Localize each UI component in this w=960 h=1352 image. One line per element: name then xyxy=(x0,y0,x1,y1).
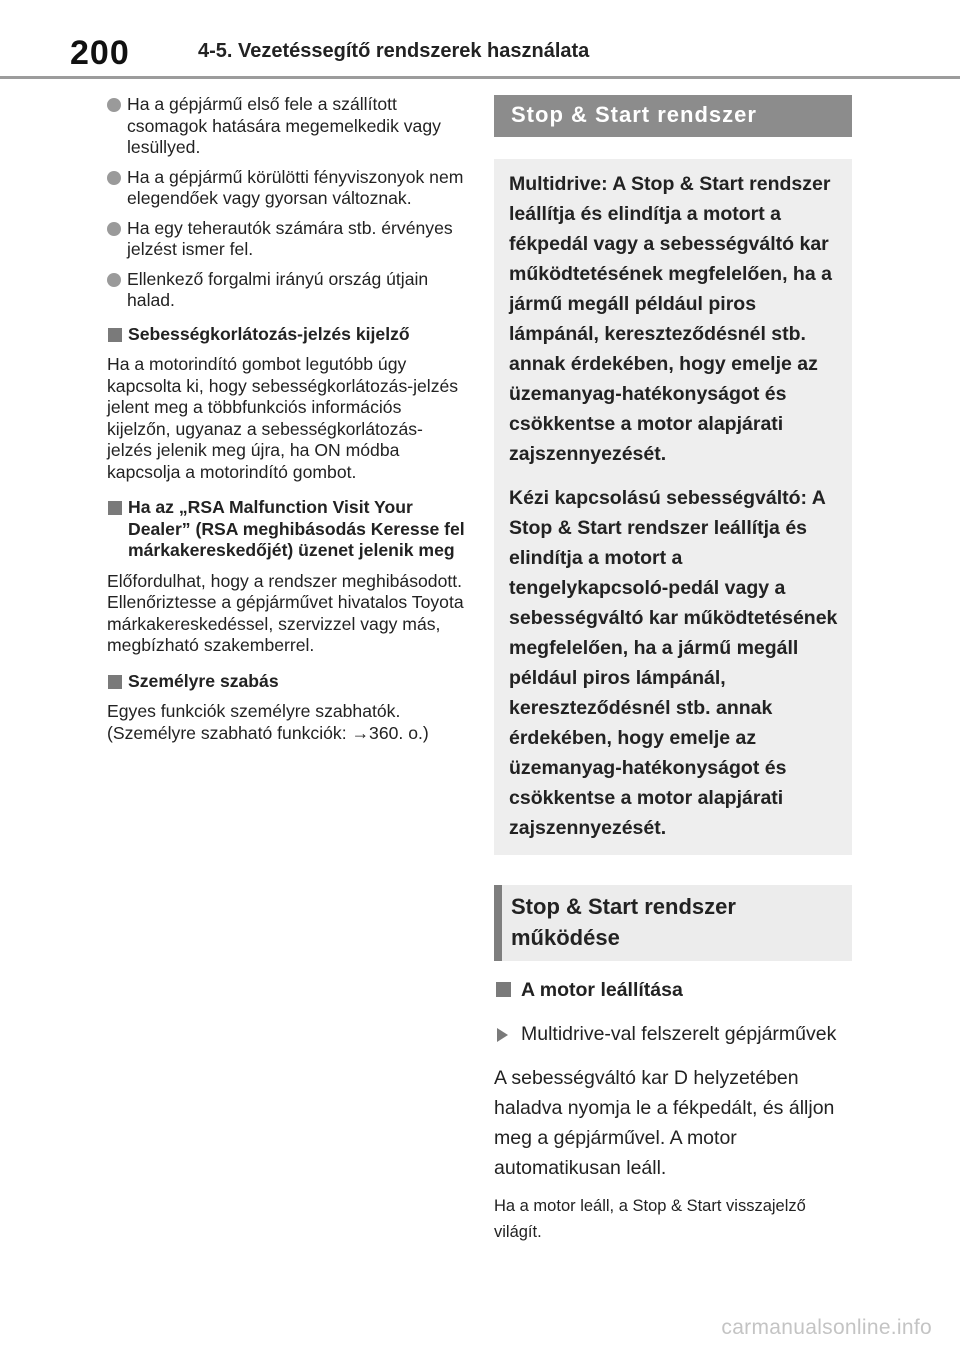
section-text: Egyes funkciók személyre szabhatók. (Személyre szabható funkciók: →360. o.) xyxy=(107,701,429,743)
summary-box xyxy=(494,159,852,855)
section-banner: Stop & Start rendszer xyxy=(494,95,852,137)
section-text: Ha a motorindító gombot legutóbb úgy kapcsolta ki, hogy sebességkorlátozás-jelzés jelent meg a többfunkciós információs kijelzőn, ugyanaz a sebességkorlátozás-jelzés jelenik meg újra, ha ON módba kapcsolja a motorindító gombot. xyxy=(107,354,459,482)
square-bullet-icon xyxy=(108,675,122,689)
left-column xyxy=(107,94,467,758)
square-bullet-icon xyxy=(496,982,511,997)
square-bullet-icon xyxy=(108,501,122,515)
section-heading: Személyre szabás xyxy=(107,671,467,693)
bullet-item xyxy=(107,218,467,261)
section-heading: Ha az „RSA Malfunction Visit Your Dealer” (RSA meghibásodás Keresse fel márkakereskedőjét) üzenet jelenik meg xyxy=(107,497,467,562)
chapter-title: 4-5. Vezetéssegítő rendszerek használata xyxy=(198,40,590,62)
summary-paragraph: Multidrive: A Stop & Start rendszer leállítja és elindítja a motort a fékpedál vagy a sebességváltó kar működtetésének megfelelően, ha a jármű megáll például piros lámpánál, kereszteződésnél stb. annak érdekében, hogy emelje az üzemanyag-hatékonyságot és csökkentse a motor alapjárati zajszennyezését. xyxy=(509,173,832,465)
watermark: carmanualsonline.info xyxy=(721,1316,932,1339)
subsection-heading: A motor leállítása xyxy=(494,975,852,1005)
bullet-text: Ha egy teherautók számára stb. érvényes jelzést ismer fel. xyxy=(127,217,453,259)
bullet-text: Ha a gépjármű első fele a szállított csomagok hatására megemelkedik vagy lesüllyed. xyxy=(127,94,441,157)
bullet-dot-icon xyxy=(107,98,121,112)
summary-paragraph: Kézi kapcsolású sebességváltó: A Stop & Start rendszer leállítja és elindítja a motort a tengelykapcsoló-pedál vagy a sebességváltó kar működtetésének megfelelően, ha a jármű megáll például piros lámpánál, kereszteződésnél stb. annak érdekében, hogy emelje az üzemanyag-hatékonyságot és csökkentse a motor alapjárati zajszennyezését. xyxy=(509,487,838,839)
bullet-item xyxy=(107,167,467,210)
section-title: Stop & Start rendszer működése xyxy=(494,885,852,961)
bullet-item xyxy=(107,269,467,312)
section-text: Előfordulhat, hogy a rendszer meghibásodott. Ellenőriztesse a gépjárművet hivatalos Toyota márkakereskedéssel, szervizzel vagy más, megbízható szakemberrel. xyxy=(107,570,464,655)
bullet-dot-icon xyxy=(107,171,121,185)
section-heading: Sebességkorlátozás-jelzés kijelző xyxy=(107,324,467,346)
bullet-text: Ellenkező forgalmi irányú ország útjain halad. xyxy=(127,268,429,310)
right-column xyxy=(494,95,852,1245)
page-number: 200 xyxy=(70,34,130,72)
bullet-dot-icon xyxy=(107,222,121,236)
triangle-bullet-icon xyxy=(497,1028,508,1042)
condition-item: Multidrive-val felszerelt gépjárművek xyxy=(494,1019,852,1049)
note-text: Ha a motor leáll, a Stop & Start visszajelző világít. xyxy=(494,1197,806,1241)
bullet-item xyxy=(107,94,467,159)
body-paragraph: A sebességváltó kar D helyzetében haladva nyomja le a fékpedált, és álljon meg a gépjárművel. A motor automatikusan leáll. xyxy=(494,1067,835,1179)
header-rule xyxy=(0,76,960,79)
square-bullet-icon xyxy=(108,328,122,342)
bullet-text: Ha a gépjármű körülötti fényviszonyok nem elegendőek vagy gyorsan változnak. xyxy=(127,166,464,208)
page-header xyxy=(0,0,960,80)
bullet-dot-icon xyxy=(107,273,121,287)
